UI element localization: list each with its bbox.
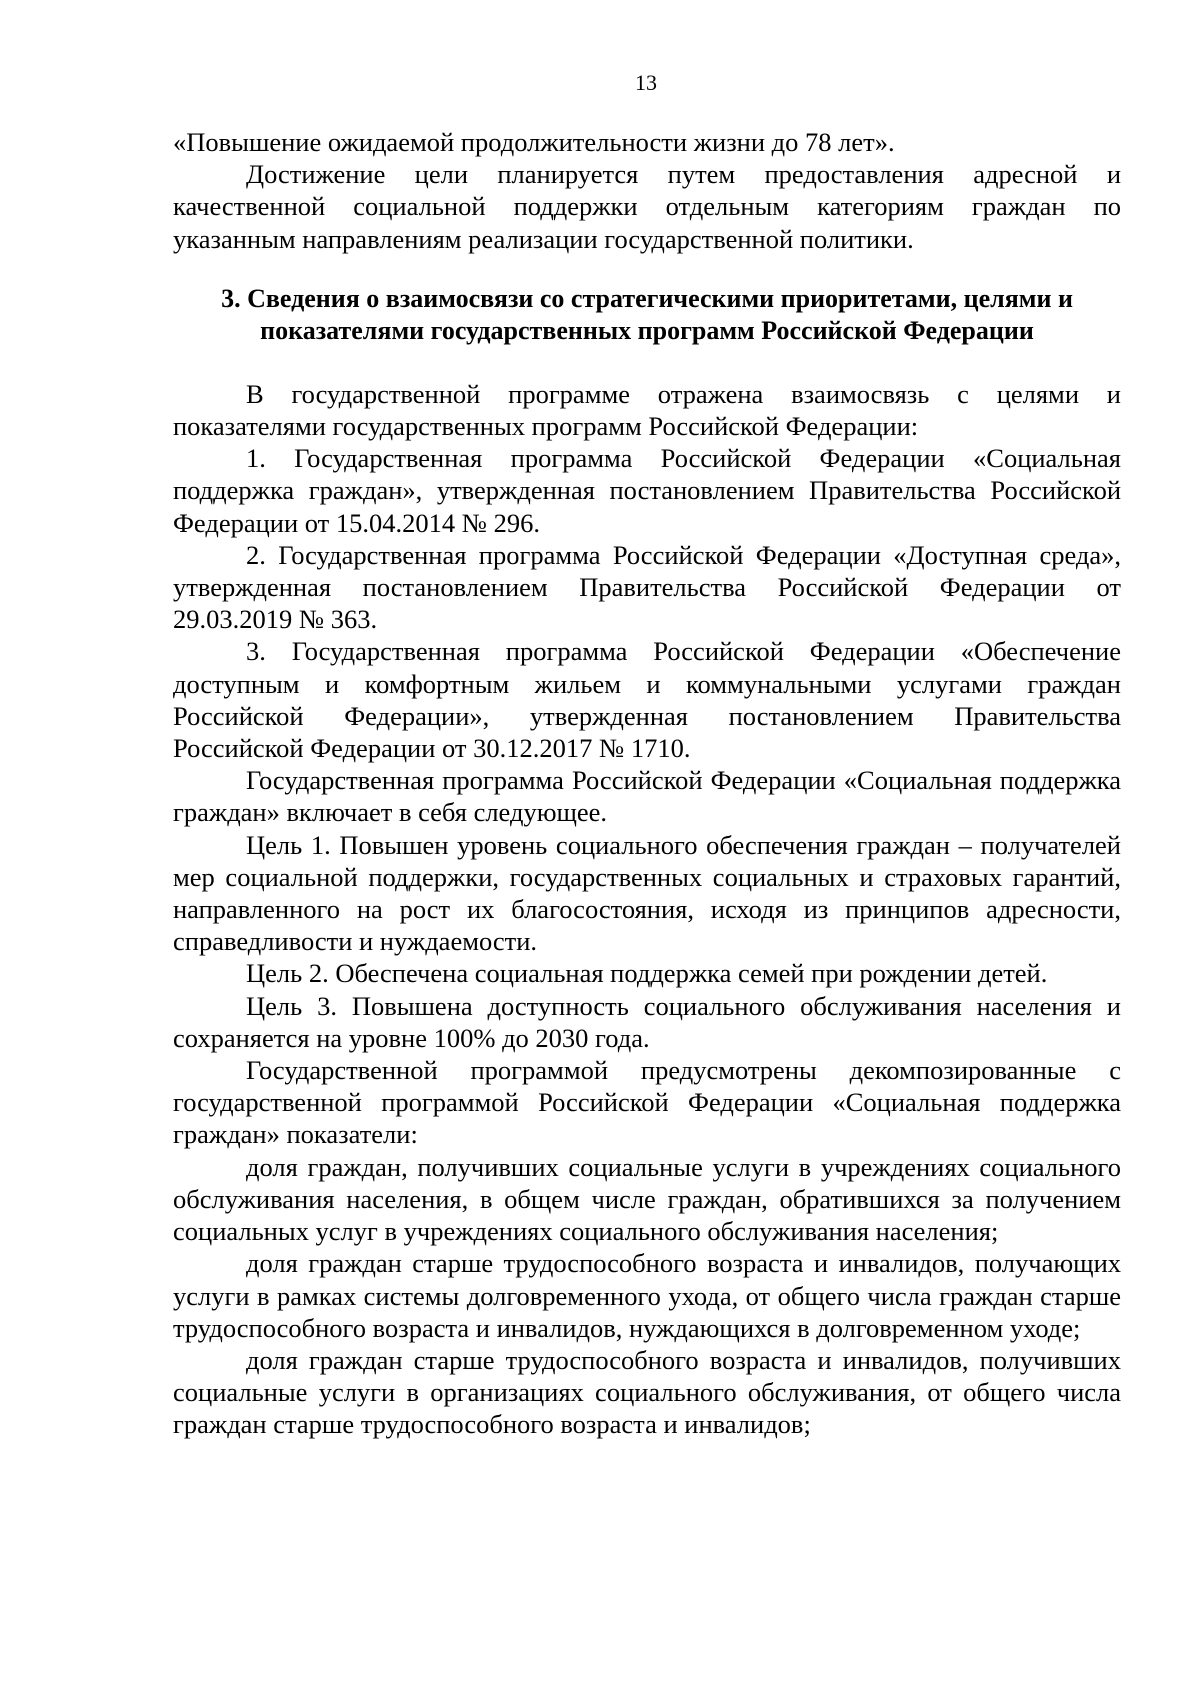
goal-paragraph: Цель 2. Обеспечена социальная поддержка семей при рождении детей. <box>246 958 1048 989</box>
goal-paragraph: Цель 3. Повышена доступность социального обслуживания населения и сохраняется на уровне 100% до 2030 года. <box>173 990 1121 1053</box>
list-item: 1. Государственная программа Российской Федерации «Социальная поддержка граждан», утвержденная постановлением Правительства Российской Федерации от 15.04.2014 № 296. <box>173 443 1121 538</box>
paragraph: Достижение цели планируется путем предоставления адресной и качественной социальной поддержки отдельным категориям граждан по указанным направлениям реализации государственной политики. <box>173 159 1121 254</box>
paragraph: В государственной программе отражена взаимосвязь с целями и показателями государственных программ Российской Федерации: <box>173 378 1121 442</box>
section-heading: 3. Сведения о взаимосвязи со стратегическими приоритетами, целями и показателями государственных программ Российской Федерации <box>221 283 1073 345</box>
indicator-item: доля граждан, получивших социальные услуги в учреждениях социального обслуживания населения, в общем числе граждан, обратившихся за получением социальных услуг в учреждениях социального обслуживания населения; <box>173 1151 1121 1247</box>
page-number: 13 <box>635 70 657 95</box>
paragraph: Государственная программа Российской Федерации «Социальная поддержка граждан» включает в себя следующее. <box>173 765 1121 828</box>
document-body <box>173 126 1121 1441</box>
list-item: 3. Государственная программа Российской Федерации «Обеспечение доступным и комфортным жильем и коммунальными услугами граждан Российской Федерации», утвержденная постановлением Правительства Российской Федерации от 30.12.2017 № 1710. <box>173 636 1121 764</box>
goal-paragraph: Цель 1. Повышен уровень социального обеспечения граждан – получателей мер социальной поддержки, государственных социальных и страховых гарантий, направленного на рост их благосостояния, исходя из принципов адресности, справедливости и нуждаемости. <box>173 829 1121 957</box>
indicator-item: доля граждан старше трудоспособного возраста и инвалидов, получивших социальные услуги в организациях социального обслуживания, от общего числа граждан старше трудоспособного возраста и инвалидов; <box>173 1344 1121 1440</box>
paragraph: «Повышение ожидаемой продолжительности жизни до 78 лет». <box>173 127 895 157</box>
paragraph: Государственной программой предусмотрены декомпозированные с государственной программой Российской Федерации «Социальная поддержка граждан» показатели: <box>173 1055 1121 1150</box>
indicator-item: доля граждан старше трудоспособного возраста и инвалидов, получающих услуги в рамках системы долговременного ухода, от общего числа граждан старше трудоспособного возраста и инвалидов, нуждающихся в долговременном уходе; <box>173 1248 1121 1343</box>
list-item: 2. Государственная программа Российской Федерации «Доступная среда», утвержденная постановлением Правительства Российской Федерации от 29.03.2019 № 363. <box>173 539 1121 635</box>
